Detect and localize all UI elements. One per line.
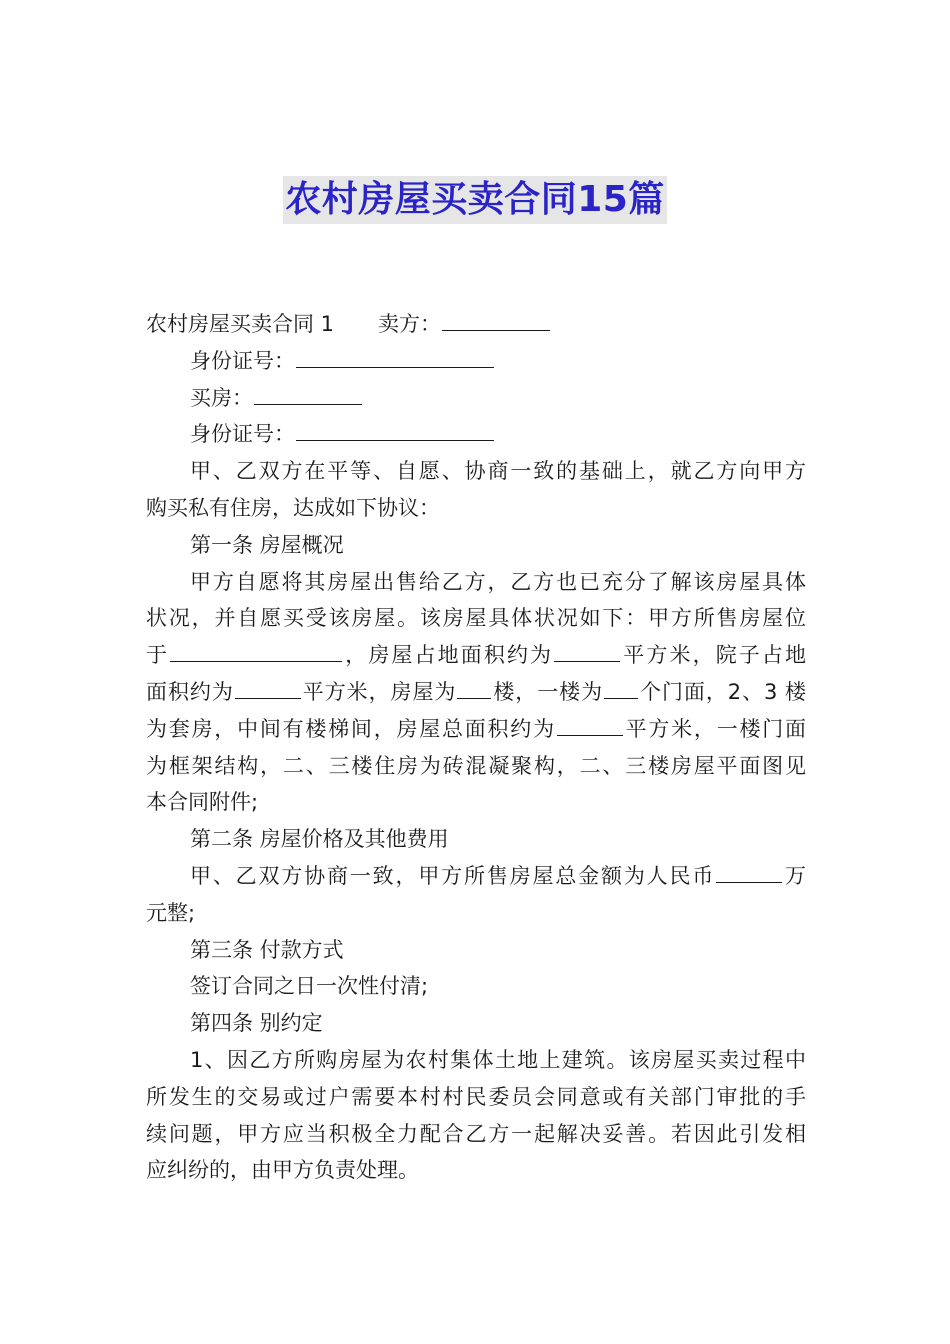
intro-line-1: 甲、乙双方在平等、自愿、协商一致的基础上，就乙方向甲方 <box>190 459 806 484</box>
article4-line-3: 续问题，甲方应当积极全力配合乙方一起解决妥善。若因此引发相 <box>146 1121 806 1146</box>
article1-line-5 <box>146 711 806 748</box>
article1-text: 平方米，一楼门面 <box>623 716 807 741</box>
seller-id-blank <box>296 347 494 368</box>
article1-line-1: 甲方自愿将其房屋出售给乙方，乙方也已充分了解该房屋具体 <box>190 569 806 594</box>
buyer-id-label: 身份证号： <box>190 422 295 447</box>
article1-line-7: 本合同附件; <box>146 790 259 815</box>
article1-line-3 <box>146 637 806 674</box>
storefront-blank <box>604 678 638 699</box>
article4-heading: 第四条 别约定 <box>190 1011 323 1036</box>
title-container <box>0 176 950 224</box>
article4-line-4: 应纠纷的，由甲方负责处理。 <box>146 1158 419 1183</box>
article1-text: 平方米，房屋为 <box>301 679 457 704</box>
article1-text: 平方米，院子占地 <box>621 643 807 668</box>
article2-line-1 <box>146 858 806 895</box>
article4-line-2: 所发生的交易或过户需要本村村民委员会同意或有关部门审批的手 <box>146 1084 806 1109</box>
article1-text: 楼，一楼为 <box>492 679 604 704</box>
location-blank <box>170 641 342 662</box>
intro-line-2: 购买私有住房，达成如下协议： <box>146 495 440 520</box>
buyer-blank <box>254 384 362 405</box>
article3-heading: 第三条 付款方式 <box>190 937 344 962</box>
seller-blank <box>442 310 550 331</box>
seller-label: 卖方： <box>378 312 442 336</box>
article1-line-2: 状况，并自愿买受该房屋。该房屋具体状况如下：甲方所售房屋位 <box>146 606 806 631</box>
article4-line-1: 1、因乙方所购房屋为农村集体土地上建筑。该房屋买卖过程中 <box>190 1047 806 1072</box>
article1-text: 为套房，中间有楼梯间，房屋总面积约为 <box>146 716 556 741</box>
article2-heading: 第二条 房屋价格及其他费用 <box>190 827 449 852</box>
article1-text: 面积约为 <box>146 679 234 704</box>
buyer-id-blank <box>296 420 494 441</box>
yard-area-blank <box>235 678 301 699</box>
article2-text: 万 <box>783 863 807 888</box>
article1-text: ，房屋占地面积约为 <box>343 643 554 668</box>
seller-id-line <box>146 343 806 380</box>
total-area-blank <box>557 715 623 736</box>
article2-line-2: 元整; <box>146 900 196 925</box>
article1-text: 于 <box>146 643 170 668</box>
document-body <box>146 306 806 1189</box>
header-line <box>146 306 806 343</box>
article1-line-4 <box>146 674 806 711</box>
buyer-label: 买房： <box>190 385 253 410</box>
land-area-blank <box>554 641 620 662</box>
article1-heading: 第一条 房屋概况 <box>190 532 344 557</box>
buyer-line <box>146 380 806 417</box>
seller-id-label: 身份证号： <box>190 348 295 373</box>
document-title: 农村房屋买卖合同15篇 <box>283 176 667 224</box>
article1-text: 个门面，2、3 楼 <box>639 679 807 704</box>
floors-blank <box>457 678 491 699</box>
article3-text: 签订合同之日一次性付清; <box>190 974 429 999</box>
buyer-id-line <box>146 416 806 453</box>
contract-label: 农村房屋买卖合同 1 <box>146 312 335 336</box>
article1-line-6: 为框架结构，二、三楼住房为砖混凝聚构，二、三楼房屋平面图见 <box>146 753 806 778</box>
price-blank <box>716 862 782 883</box>
article2-text: 甲、乙双方协商一致，甲方所售房屋总金额为人民币 <box>190 863 716 888</box>
